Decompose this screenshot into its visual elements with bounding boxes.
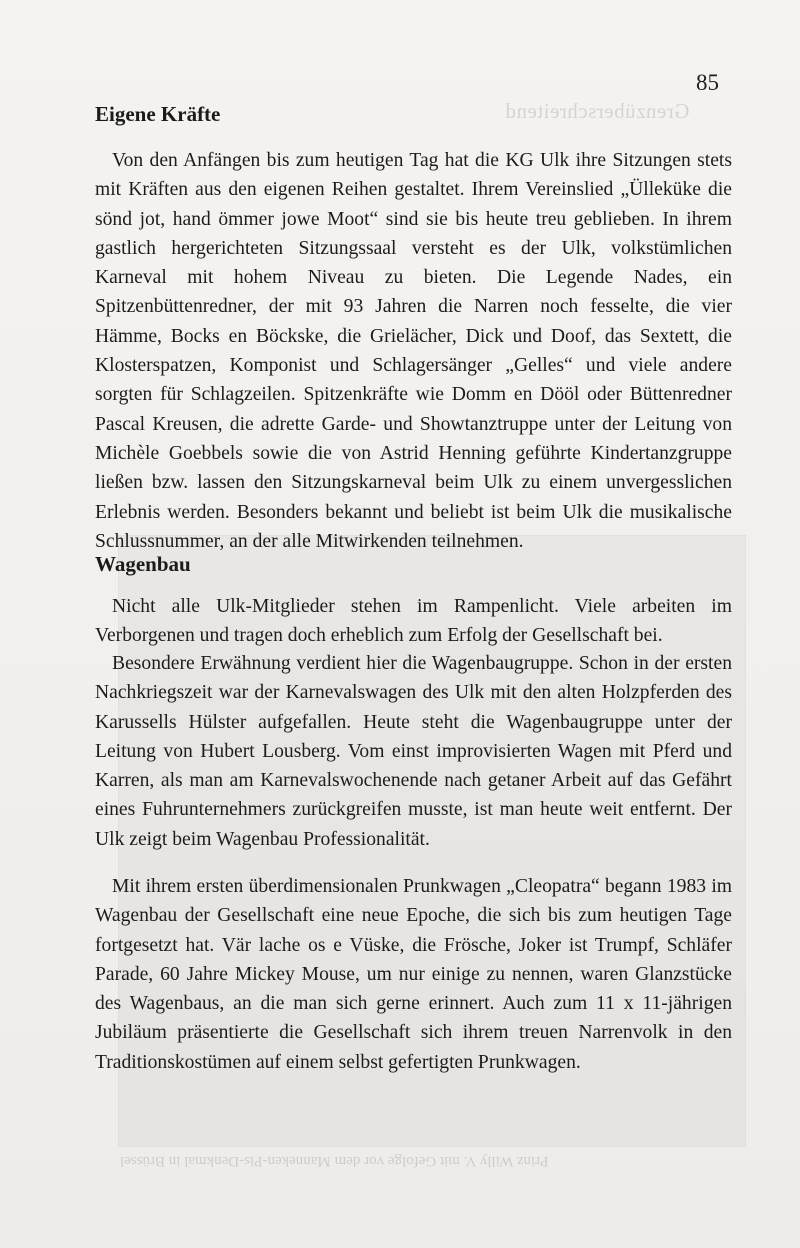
section-heading-eigene-kraefte: Eigene Kräfte [95,102,221,126]
paragraph-wagenbau-3: Mit ihrem ersten überdimensionalen Prunkwagen „Cleopatra“ begann 1983 im Wagenbau der Gesellschaft eine neue Epoche, die sich bis zum heutigen Tage fortgesetzt hat. Vär lache os e Vüske, die Frösche, Joker ist Trumpf, Schläfer Parade, 60 Jahre Mickey Mouse, um nur einige zu nennen, waren Glanzstücke des Wagenbaus, an die man sich gerne erinnert. Auch zum 11 x 11-jährigen Jubiläum präsentierte die Gesellschaft sich ihrem treuen Narrenvolk in den Traditionskostümen auf einem selbst gefertigten Prunkwagen. [95,876,732,1073]
section-heading-wagenbau: Wagenbau [95,552,191,576]
paragraph-wagenbau-1: Nicht alle Ulk-Mitglieder stehen im Rampenlicht. Viele arbeiten im Verborgenen und tragen doch erheblich zum Erfolg der Gesellschaft bei. [95,596,732,647]
page-number: 85 [696,70,719,95]
show-through-header: Grenzüberschreitend [505,99,690,123]
paragraph-wagenbau-2: Besondere Erwähnung verdient hier die Wagenbaugruppe. Schon in der ersten Nachkriegszeit war der Karnevalswagen des Ulk mit den alten Holzpferden des Karussells Hülster aufgefallen. Heute steht die Wagenbaugruppe unter der Leitung von Hubert Lousberg. Vom einst improvisierten Wagen mit Pferd und Karren, als man am Karnevalswochenende nach getaner Arbeit auf das Gefährt eines Fuhrunternehmers zurückgreifen musste, ist man heute weit entfernt. Der Ulk zeigt beim Wagenbau Professionalität. [95,653,732,850]
show-through-caption: Prinz Willy V. mit Gefolge vor dem Manneken-Pis-Denkmal in Brüssel [120,1153,549,1169]
paragraph-eigene-kraefte: Von den Anfängen bis zum heutigen Tag hat die KG Ulk ihre Sitzungen stets mit Kräften aus den eigenen Reihen gestaltet. Ihrem Vereinslied „Ülleküke die sönd jot, hand ömmer jowe Moot“ sind sie bis heute treu geblieben. In ihrem gastlich hergerichteten Sitzungssaal versteht es der Ulk, volkstümlichen Karneval mit hohem Niveau zu bieten. Die Legende Nades, ein Spitzenbüttenredner, der mit 93 Jahren die Narren noch fesselte, die vier Hämme, Bocks en Böckske, die Grielächer, Dick und Doof, das Sextett, die Klosterspatzen, Komponist und Schlagersänger „Gelles“ und viele andere sorgten für Schlagzeilen. Spitzenkräfte wie Domm en Dööl oder Büttenredner Pascal Kreusen, die adrette Garde- und Showtanztruppe unter der Leitung von Michèle Goebbels sowie die von Astrid Henning geführte Kindertanzgruppe ließen bzw. lassen den Sitzungskarneval beim Ulk zu einem unvergesslichen Erlebnis werden. Besonders bekannt und beliebt ist beim Ulk die musikalische Schlussnummer, an der alle Mitwirkenden teilnehmen. [95,150,732,552]
